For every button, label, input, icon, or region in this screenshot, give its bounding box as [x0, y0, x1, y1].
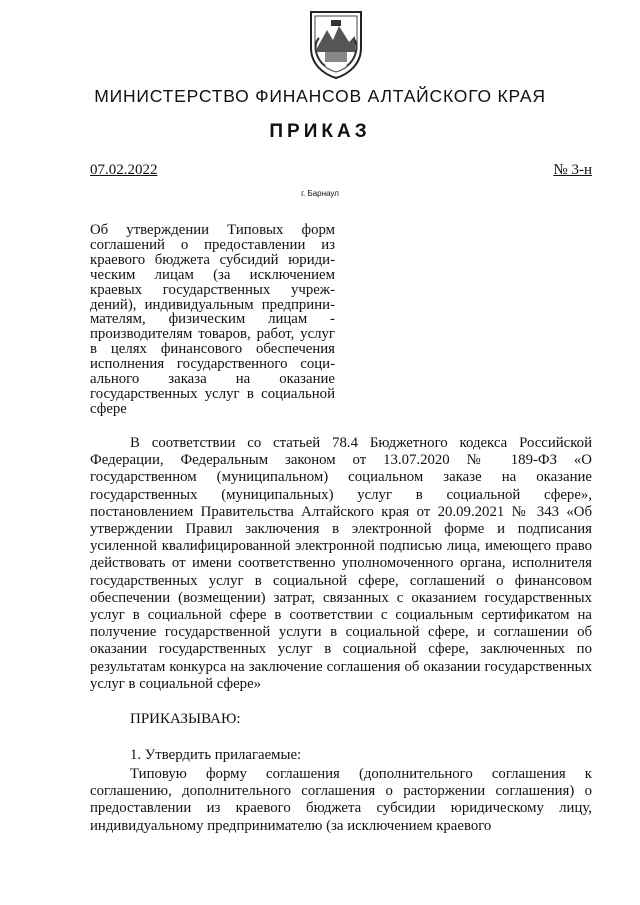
coat-of-arms-emblem [305, 8, 367, 80]
order-number: № 3-н [553, 162, 592, 178]
item-1-block [90, 766, 592, 835]
ministry-name: МИНИСТЕРСТВО ФИНАНСОВ АЛТАЙСКОГО КРАЯ [94, 86, 546, 106]
preamble-block [90, 435, 592, 693]
item-1-heading: 1. Утвердить прилагаемые: [130, 747, 302, 763]
order-verb: ПРИКАЗЫВАЮ: [130, 711, 241, 727]
order-date: 07.02.2022 [90, 162, 158, 178]
document-type-title: ПРИКАЗ [269, 121, 371, 142]
order-subject: Об утверждении Типовых форм соглашений о предоставлении из краевого бюджета субсидий юридическим лицам (за исключением краевых государственных учреждений), индивидуальным предпринимателям, физическим лицам - производителям товаров, работ, услуг в целях финансового обеспечения исполнения государственного социального заказа на оказание государственных услуг в социальной сфере [90, 222, 335, 417]
city-label: г. Барнаул [301, 189, 339, 198]
item-1-paragraph: Типовую форму соглашения (дополнительного соглашения к соглашению, дополнительного соглашения о расторжении соглашения) о предоставлении из краевого бюджета субсидии юридическому лицу, индивидуальному предпринимателю (за исключением краевого [90, 766, 592, 834]
preamble-paragraph: В соответствии со статьей 78.4 Бюджетного кодекса Российской Федерации, Федеральным законом от 13.07.2020 № 189-ФЗ «О государственном (муниципальном) социальном заказе на оказание государственных (муниципальных) услуг в социальной сфере», постановлением Правительства Алтайского края от 20.09.2021 № 343 «Об утверждении Правил заключения в электронной форме и подписания усиленной квалифицированной электронной подписью лица, имеющего право действовать от имени соответственно уполномоченного органа, исполнителя государственных услуг в социальной сфере, соглашений о финансовом обеспечении (возмещении) затрат, связанных с оказанием государственных услуг в социальной сфере в соответствии с социальным сертификатом на получение государственной услуги в социальной сфере, и соглашении об оказании государственных услуг в социальной сфере, заключенных по результатам конкурса на заключение соглашения об оказании государственных услуг в социальной сфере» [90, 435, 592, 692]
